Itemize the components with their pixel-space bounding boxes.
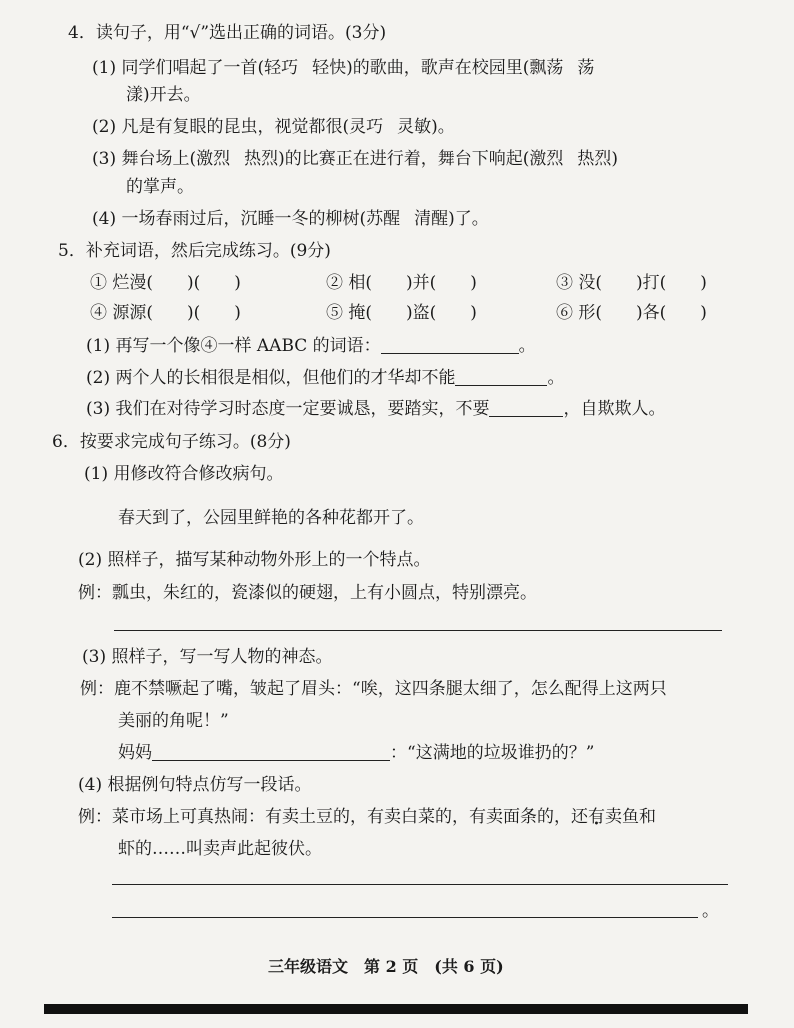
q6-item-1-sentence: 春天到了，公园里鲜艳的各种花都开了。 xyxy=(118,508,424,528)
final-period: 。 xyxy=(702,901,719,921)
answer-blank[interactable] xyxy=(489,398,563,417)
q4-title: 4．读句子，用“√”选出正确的词语。(3分) xyxy=(68,23,387,43)
q5-practice-3: (3) 我们在对待学习时态度一定要诚恳，要踏实，不要 ，自欺欺人。 xyxy=(86,399,666,419)
q5-idiom-5: ⑤ 掩( )盗( ) xyxy=(326,303,477,323)
q4-sentence-3: (3) 舞台场上(激烈 热烈)的比赛正在进行着，舞台下响起(激烈 热烈) xyxy=(92,149,619,169)
q4-sentence-1-cont: 漾)开去。 xyxy=(126,85,201,105)
q6-item-3-mom: 妈妈 ：“这满地的垃圾谁扔的？” xyxy=(118,743,595,763)
q6-item-3-example-cont: 美丽的角呢！” xyxy=(118,711,229,731)
q6-item-4-example-cont: 虾的……叫卖声此起彼伏。 xyxy=(118,839,322,859)
q5-practice-1: (1) 再写一个像④一样 AABC 的词语： 。 xyxy=(86,336,536,356)
emphasis-dot: 有 xyxy=(588,807,605,827)
q5-idiom-1: ① 烂漫( )( ) xyxy=(90,273,241,293)
answer-blank[interactable] xyxy=(455,367,547,386)
q5-idiom-2: ② 相( )并( ) xyxy=(326,273,477,293)
q6-title: 6．按要求完成句子练习。(8分) xyxy=(52,432,291,452)
q5-title: 5．补充词语，然后完成练习。(9分) xyxy=(58,241,331,261)
q6-item-4: (4) 根据例句特点仿写一段话。 xyxy=(78,775,312,795)
q5-idiom-3: ③ 没( )打( ) xyxy=(556,273,707,293)
q6-item-2-example: 例：瓢虫，朱红的，瓷漆似的硬翅，上有小圆点，特别漂亮。 xyxy=(78,583,537,603)
q6-item-2: (2) 照样子，描写某种动物外形上的一个特点。 xyxy=(78,550,431,570)
answer-line[interactable] xyxy=(112,917,698,918)
answer-line[interactable] xyxy=(114,630,722,631)
scan-edge-bar xyxy=(44,1004,748,1014)
q5-practice-2: (2) 两个人的长相很是相似，但他们的才华却不能 。 xyxy=(86,368,565,388)
answer-blank[interactable] xyxy=(381,335,519,354)
q4-sentence-1: (1) 同学们唱起了一首(轻巧 轻快)的歌曲，歌声在校园里(飘荡 荡 xyxy=(92,58,595,78)
answer-line[interactable] xyxy=(112,884,728,885)
answer-blank[interactable] xyxy=(152,742,390,761)
q5-idiom-6: ⑥ 形( )各( ) xyxy=(556,303,707,323)
q6-item-1: (1) 用修改符合修改病句。 xyxy=(84,464,284,484)
q5-idiom-4: ④ 源源( )( ) xyxy=(90,303,241,323)
q4-sentence-3-cont: 的掌声。 xyxy=(126,177,194,197)
q6-item-3: (3) 照样子，写一写人物的神态。 xyxy=(82,647,333,667)
q6-item-3-example: 例：鹿不禁噘起了嘴，皱起了眉头：“唉，这四条腿太细了，怎么配得上这两只 xyxy=(80,679,667,699)
page-footer: 三年级语文 第 2 页 (共 6 页) xyxy=(268,957,504,976)
q6-item-4-example: 例：菜市场上可真热闹：有卖土豆的，有卖白菜的，有卖面条的，还有卖鱼和 xyxy=(78,807,656,827)
q4-sentence-4: (4) 一场春雨过后，沉睡一冬的柳树(苏醒 清醒)了。 xyxy=(92,209,489,229)
q4-sentence-2: (2) 凡是有复眼的昆虫，视觉都很(灵巧 灵敏)。 xyxy=(92,117,455,137)
